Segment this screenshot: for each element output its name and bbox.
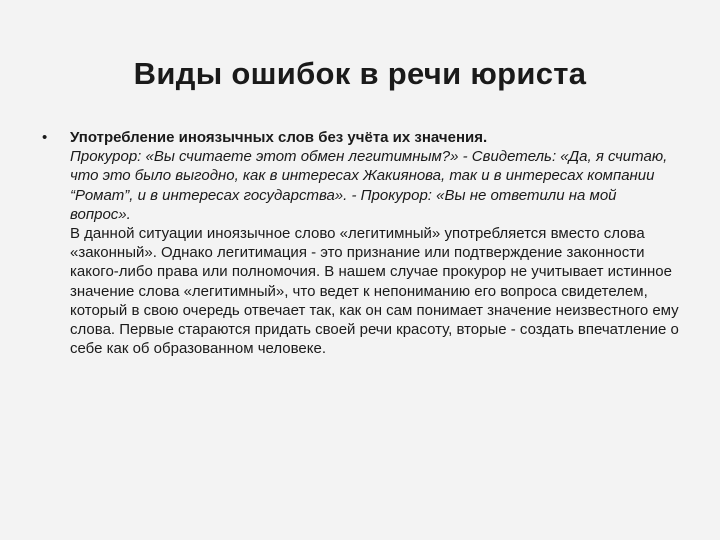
explanation-text: В данной ситуации иноязычное слово «легитимный» употребляется вместо слова «законный». Однако легитимация - это признание или подтверждение законности какого-либо права или полномочия. В нашем случае прокурор не учитывает истинное значение слова «легитимный», что ведет к непониманию его вопроса свидетелем, который в свою очередь отвечает так, как он сам понимает значение неизвестного ему слова. Первые стараются придать своей речи красоту, вторые - создать впечатление о себе как об образованном человеке. xyxy=(70,225,679,358)
slide-content xyxy=(40,128,680,358)
bullet-lead-text: Употребление иноязычных слов без учёта их значения. xyxy=(70,129,488,146)
bullet-marker: • xyxy=(42,129,48,146)
bullet-item xyxy=(40,128,680,358)
slide-title: Виды ошибок в речи юриста xyxy=(133,56,587,91)
courtroom-dialog-text: Прокурор: «Вы считаете этот обмен легитимным?» - Свидетель: «Да, я считаю, что это было выгодно, как в интересах Жакиянова, так и в интересах компании “Ромат”, и в интересах государства». - Прокурор: «Вы не ответили на мой вопрос». xyxy=(70,148,668,223)
